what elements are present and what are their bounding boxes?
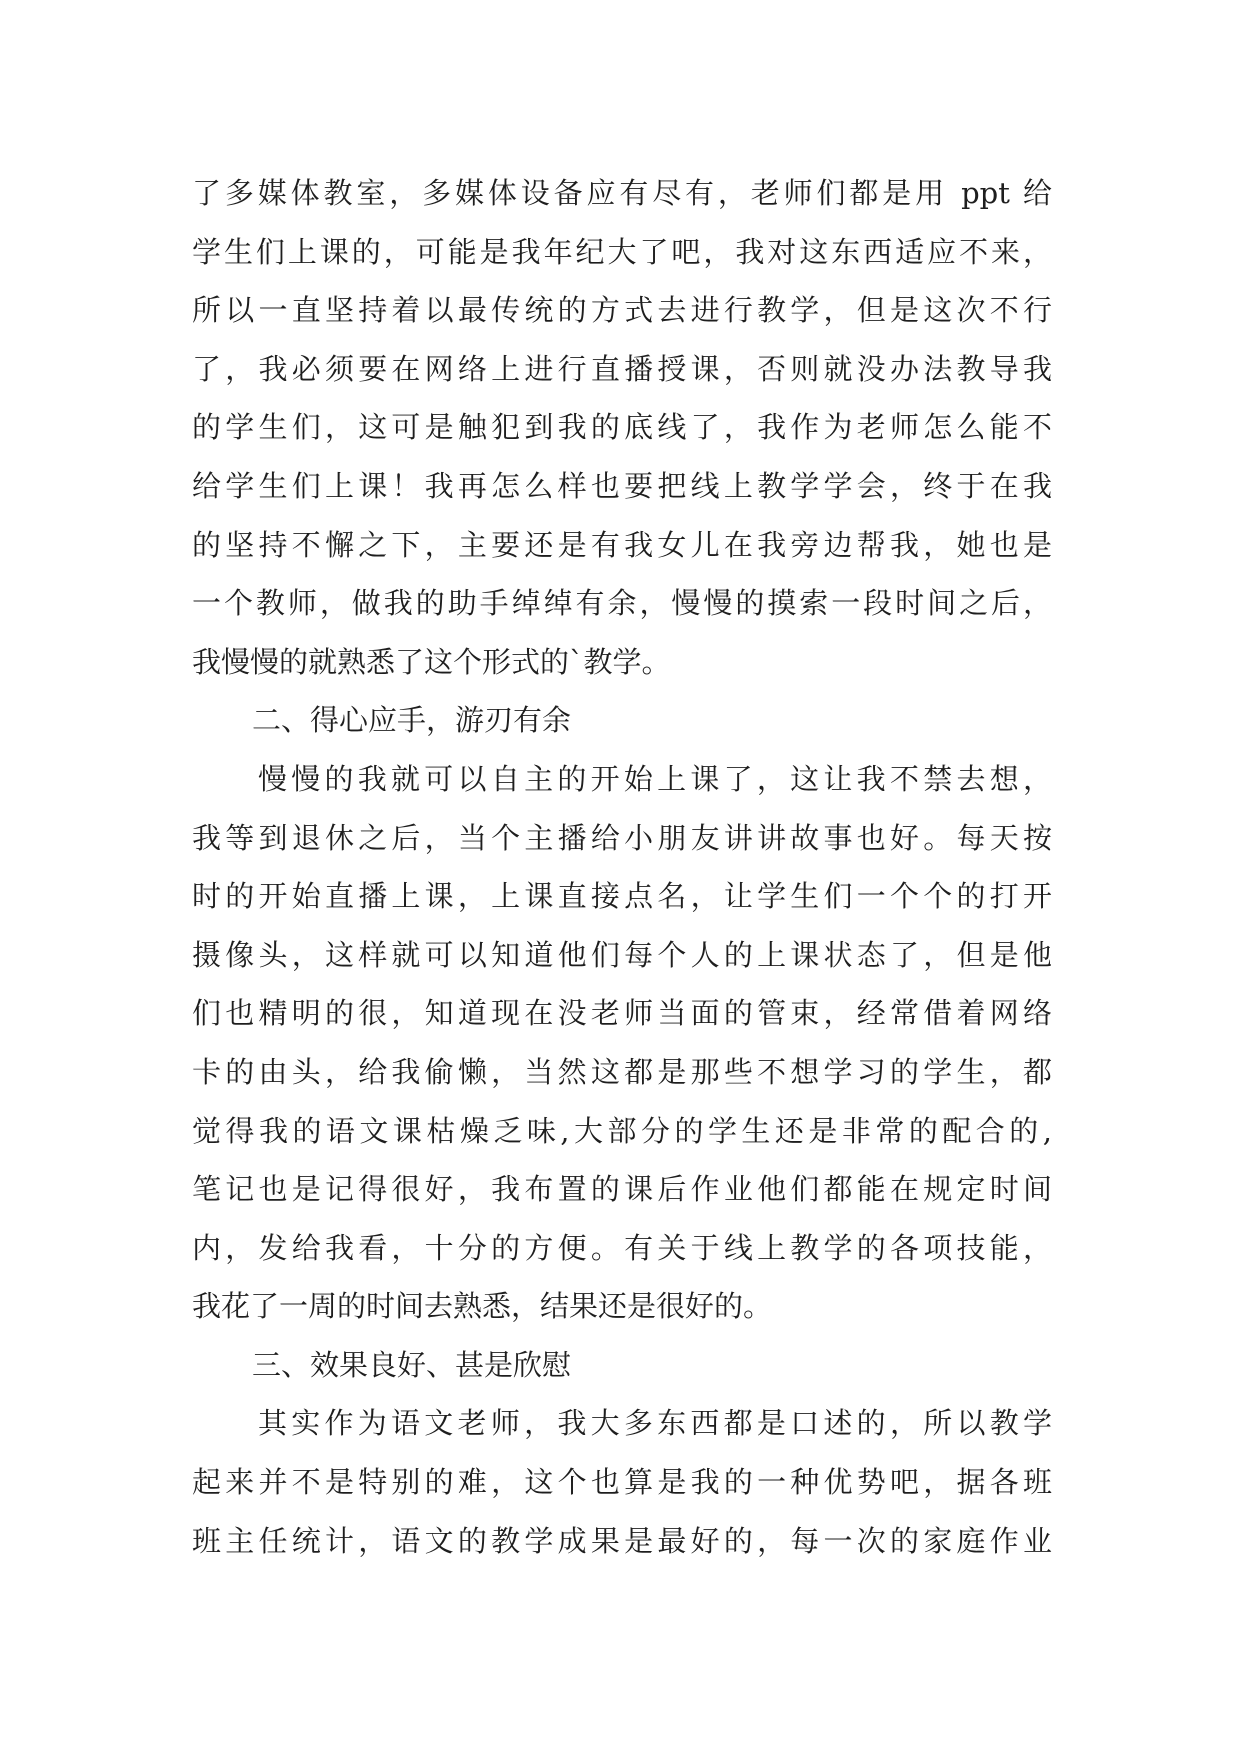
text-line: 们也精明的很，知道现在没老师当面的管束，经常借着网络 xyxy=(192,996,1052,1031)
text-line: 的学生们，这可是触犯到我的底线了，我作为老师怎么能不 xyxy=(192,410,1052,445)
text-line: 了，我必须要在网络上进行直播授课，否则就没办法教导我 xyxy=(192,351,1052,386)
text-line: 了多媒体教室，多媒体设备应有尽有，老师们都是用 ppt 给 xyxy=(192,176,1052,210)
text-line: 其实作为语文老师，我大多东西都是口述的，所以教学 xyxy=(258,1406,1052,1441)
text-line: 学生们上课的，可能是我年纪大了吧，我对这东西适应不来， xyxy=(192,234,1052,269)
text-line: 起来并不是特别的难，这个也算是我的一种优势吧，据各班 xyxy=(192,1465,1052,1500)
text-line: 卡的由头，给我偷懒，当然这都是那些不想学习的学生，都 xyxy=(192,1054,1052,1089)
text-line: 我慢慢的就熟悉了这个形式的`教学。 xyxy=(192,644,671,679)
text-line: 笔记也是记得很好，我布置的课后作业他们都能在规定时间 xyxy=(192,1172,1052,1207)
text-line: 慢慢的我就可以自主的开始上课了，这让我不禁去想， xyxy=(258,761,1052,796)
text-line: 我花了一周的时间去熟悉，结果还是很好的。 xyxy=(192,1289,773,1324)
text-line: 觉得我的语文课枯燥乏味,大部分的学生还是非常的配合的, xyxy=(192,1113,1052,1148)
section-heading: 二、得心应手，游刃有余 xyxy=(252,703,572,738)
text-line: 所以一直坚持着以最传统的方式去进行教学，但是这次不行 xyxy=(192,293,1052,328)
text-line: 内，发给我看，十分的方便。有关于线上教学的各项技能， xyxy=(192,1230,1052,1265)
text-line: 一个教师，做我的助手绰绰有余，慢慢的摸索一段时间之后， xyxy=(192,586,1052,621)
section-heading: 三、效果良好、甚是欣慰 xyxy=(252,1347,572,1382)
body-text xyxy=(192,164,1052,1570)
text-line: 我等到退休之后，当个主播给小朋友讲讲故事也好。每天按 xyxy=(192,820,1052,855)
text-line: 给学生们上课！我再怎么样也要把线上教学学会，终于在我 xyxy=(192,468,1052,503)
text-line: 摄像头，这样就可以知道他们每个人的上课状态了，但是他 xyxy=(192,937,1052,972)
text-line: 时的开始直播上课，上课直接点名，让学生们一个个的打开 xyxy=(192,879,1052,914)
text-line: 班主任统计，语文的教学成果是最好的，每一次的家庭作业 xyxy=(192,1523,1052,1558)
text-line: 的坚持不懈之下，主要还是有我女儿在我旁边帮我，她也是 xyxy=(192,527,1052,562)
